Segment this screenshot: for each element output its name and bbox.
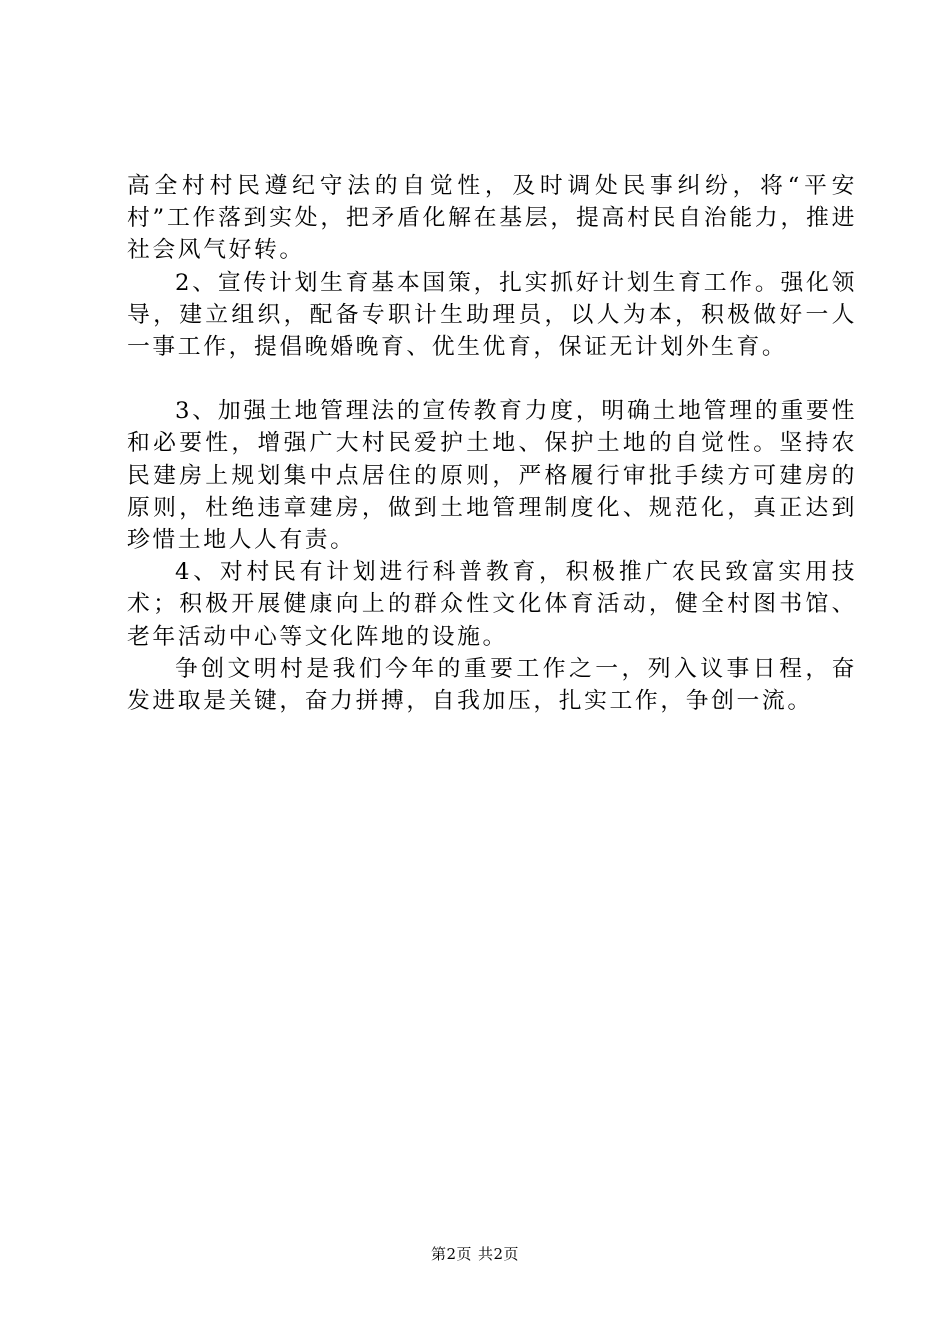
page-footer	[0, 1244, 950, 1264]
paragraph-continuation: 高全村村民遵纪守法的自觉性，及时调处民事纠纷，将“平安村”工作落到实处，把矛盾化解在基层，提高村民自治能力，推进社会风气好转。	[127, 173, 857, 264]
paragraph-item-3: 3、加强土地管理法的宣传教育力度，明确土地管理的重要性和必要性，增强广大村民爱护土地、保护土地的自觉性。坚持农民建房上规划集中点居住的原则，严格履行审批手续方可建房的原则，杜绝违章建房，做到土地管理制度化、规范化，真正达到珍惜土地人人有责。	[127, 398, 857, 554]
paragraph-item-2: 2、宣传计划生育基本国策，扎实抓好计划生育工作。强化领导，建立组织，配备专职计生助理员，以人为本，积极做好一人一事工作，提倡晚婚晚育、优生优育，保证无计划外生育。	[127, 269, 857, 361]
paragraph-item-4: 4、对村民有计划进行科普教育，积极推广农民致富实用技术；积极开展健康向上的群众性文化体育活动，健全村图书馆、老年活动中心等文化阵地的设施。	[127, 559, 857, 650]
page-number: 第2页	[430, 1245, 472, 1263]
document-body	[127, 170, 857, 717]
paragraph-conclusion: 争创文明村是我们今年的重要工作之一，列入议事日程，奋发进取是关键，奋力拼搏，自我加压，扎实工作，争创一流。	[127, 655, 857, 715]
page-total: 共2页	[478, 1245, 520, 1263]
